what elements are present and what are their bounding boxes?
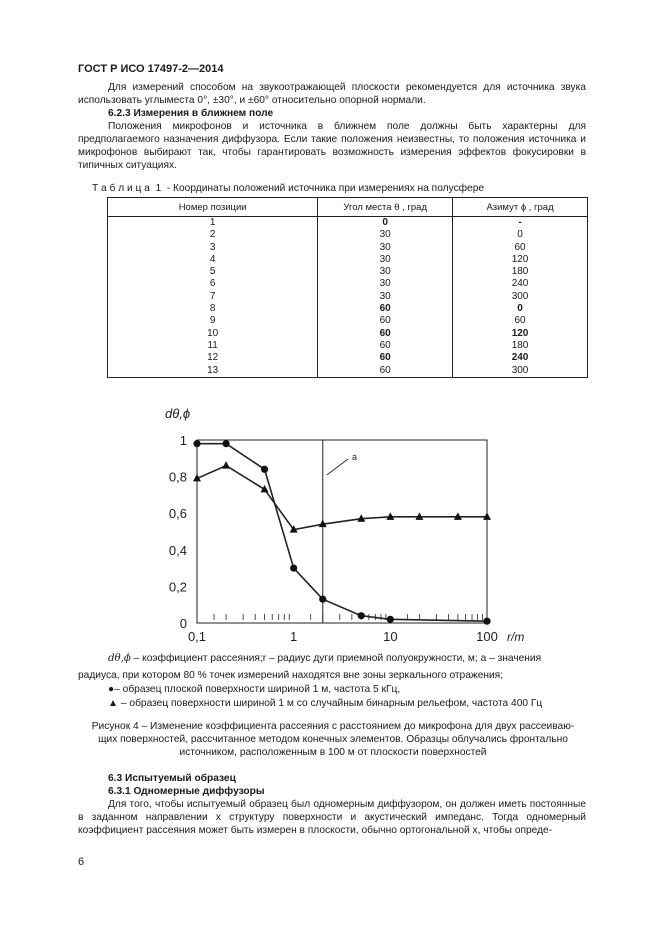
cell-azimuth: 120	[453, 328, 588, 340]
cell-position: 1	[108, 217, 318, 230]
cell-elevation: 60	[318, 303, 453, 315]
table-row	[108, 254, 588, 266]
y-tick-label: 0,4	[168, 542, 187, 558]
circle-point	[483, 618, 490, 625]
source-positions-table	[107, 197, 588, 378]
cell-position: 5	[108, 266, 318, 278]
triangle-point	[222, 461, 230, 469]
caption-line-2: щих поверхностей, рассчитанное методом конечных элементов. Образцы облучались фронтально	[98, 734, 568, 745]
cell-azimuth: 60	[453, 315, 588, 327]
scattering-chart	[150, 400, 540, 650]
cell-elevation: 60	[318, 352, 453, 364]
cell-azimuth: 120	[453, 254, 588, 266]
cell-position: 12	[108, 352, 318, 364]
cell-azimuth: 300	[453, 365, 588, 378]
legend-line-1: – коэффициент рассеяния;r – радиус дуги приемной полуокружности, м; a – значения	[130, 653, 542, 664]
table-row	[108, 303, 588, 315]
cell-azimuth: 60	[453, 242, 588, 254]
cell-position: 13	[108, 365, 318, 378]
col-header-azimuth: Азимут ϕ , град	[453, 198, 588, 217]
legend-line-3: ●– образец плоской поверхности шириной 1 м, частота 5 кГц,	[108, 684, 401, 695]
table-row	[108, 328, 588, 340]
cell-position: 2	[108, 229, 318, 241]
table-row	[108, 365, 588, 378]
x-tick-label: 100	[476, 629, 498, 644]
caption-line-3: источником, расположенным в 100 м от плоскости поверхностей	[179, 747, 487, 758]
cell-elevation: 30	[318, 254, 453, 266]
y-tick-label: 0,2	[168, 579, 187, 595]
paragraph-intro: Для измерений способом на звукоотражающей плоскости рекомендуется для источника звука использовать углыместа 0°, ±30°, и ±60° относительно опорной нормали.	[78, 82, 586, 106]
series-line-triangle	[197, 466, 487, 530]
cell-elevation: 30	[318, 242, 453, 254]
annotation-leader	[327, 459, 348, 475]
x-axis-label: r/m	[507, 630, 525, 644]
cell-azimuth: 300	[453, 291, 588, 303]
cell-azimuth: -	[453, 217, 588, 230]
table-row	[108, 340, 588, 352]
cell-azimuth: 240	[453, 278, 588, 290]
circle-point	[290, 565, 297, 572]
document-header: ГОСТ Р ИСО 17497-2—2014	[78, 63, 224, 75]
cell-position: 7	[108, 291, 318, 303]
paragraph-near-field: Положения микрофонов и источника в ближнем поле должны быть характерны для предполагаемого назначения диффузора. Если такие положения неизвестны, то положения источника и микрофонов выбирают так, чтобы гарантировать возможность измерения эффектов фокусировки в типичных ситуациях.	[78, 121, 586, 171]
section-6-3-1-title: 6.3.1 Одномерные диффузоры	[108, 786, 265, 797]
triangle-point	[261, 485, 269, 493]
circle-point	[319, 596, 326, 603]
series-line-circle	[197, 444, 487, 622]
table-row	[108, 242, 588, 254]
circle-point	[222, 440, 229, 447]
cell-position: 3	[108, 242, 318, 254]
cell-elevation: 60	[318, 340, 453, 352]
table-row	[108, 229, 588, 241]
figure-caption	[78, 720, 588, 759]
legend-line-2: радиуса, при котором 80 % точек измерений находятся вне зоны зеркального отражения;	[78, 670, 504, 681]
figure-legend	[108, 652, 588, 665]
y-tick-label: 0	[179, 616, 187, 631]
table-row	[108, 352, 588, 364]
cell-azimuth: 180	[453, 266, 588, 278]
table-caption: Т а б л и ц а 1 - Координаты положений источника при измерениях на полусфере	[92, 183, 485, 194]
cell-elevation: 30	[318, 229, 453, 241]
x-tick-label: 0,1	[187, 629, 207, 644]
cell-position: 8	[108, 303, 318, 315]
cell-position: 10	[108, 328, 318, 340]
x-tick-label: 10	[383, 629, 398, 644]
table-row	[108, 315, 588, 327]
cell-azimuth: 0	[453, 229, 588, 241]
legend-line-4: ▲ – образец поверхности шириной 1 м со случайным бинарным рельефом, частота 400 Гц	[108, 698, 543, 709]
cell-elevation: 30	[318, 266, 453, 278]
cell-azimuth: 180	[453, 340, 588, 352]
table-row	[108, 217, 588, 230]
cell-elevation: 60	[318, 328, 453, 340]
y-tick-label: 0,6	[168, 506, 187, 522]
circle-point	[193, 440, 200, 447]
cell-position: 11	[108, 340, 318, 352]
y-tick-label: 0,8	[168, 469, 187, 485]
caption-line-1: Рисунок 4 – Изменение коэффициента рассеяния с расстоянием до микрофона для двух рассеиваю-	[91, 721, 575, 732]
cell-elevation: 30	[318, 278, 453, 290]
cell-position: 9	[108, 315, 318, 327]
col-header-position: Номер позиции	[108, 198, 318, 217]
cell-elevation: 60	[318, 315, 453, 327]
circle-point	[358, 612, 365, 619]
col-header-elevation: Угол места θ , град	[318, 198, 453, 217]
circle-point	[261, 466, 268, 473]
cell-position: 4	[108, 254, 318, 266]
y-axis-label: dθ,ϕ	[165, 406, 191, 421]
y-tick-label: 1	[179, 433, 187, 448]
d-symbol: dθ,ϕ	[108, 653, 131, 664]
cell-azimuth: 0	[453, 303, 588, 315]
table-row	[108, 278, 588, 290]
table-row	[108, 291, 588, 303]
section-6-2-3-title: 6.2.3 Измерения в ближнем поле	[108, 108, 274, 119]
paragraph-one-dim: Для того, чтобы испытуемый образец был одномерным диффузором, он должен иметь постоянные в заданном направлении x структуру поверхности и акустический импеданс. Тогда одномерный коэффициент рассеяния может быть измерен в плоскости, обычно ортогональной x, чтобы опреде-	[78, 799, 586, 836]
cell-elevation: 0	[318, 217, 453, 230]
x-tick-label: 1	[290, 629, 298, 644]
cell-azimuth: 240	[453, 352, 588, 364]
annotation-label: a	[352, 452, 358, 462]
cell-elevation: 60	[318, 365, 453, 378]
page-number: 6	[78, 856, 85, 868]
circle-point	[387, 616, 394, 623]
table-row	[108, 266, 588, 278]
plot-frame	[197, 440, 487, 623]
cell-position: 6	[108, 278, 318, 290]
cell-elevation: 30	[318, 291, 453, 303]
section-6-3-title: 6.3 Испытуемый образец	[108, 773, 236, 784]
